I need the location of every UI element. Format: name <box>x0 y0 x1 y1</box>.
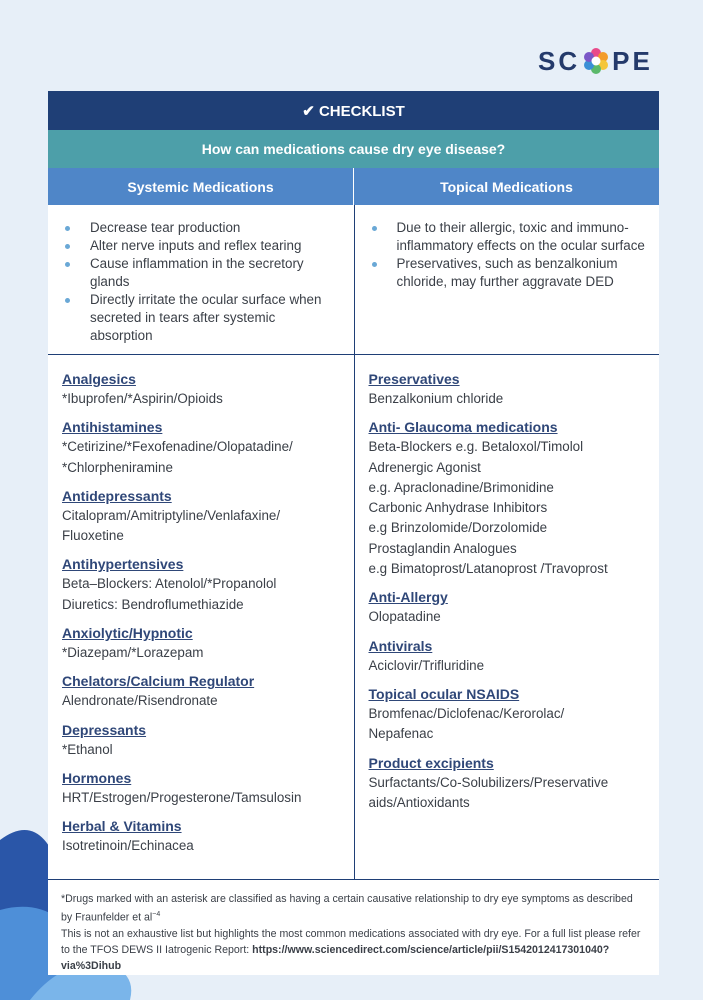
drug-line: Aciclovir/Trifluridine <box>368 657 485 673</box>
drug-group-title: Anti- Glaucoma medications <box>368 419 558 436</box>
drug-line: aids/Antioxidants <box>368 794 470 810</box>
drug-line: e.g. Apraclonadine/Brimonidine <box>368 479 554 495</box>
systemic-drug-groups <box>48 355 354 879</box>
mechanism-item: Cause inflammation in the secretory glands <box>64 255 340 291</box>
drug-line: *Cetirizine/*Fexofenadine/Olopatadine/ <box>62 439 293 455</box>
drug-group-title: Analgesics <box>62 371 136 387</box>
drug-line: Diuretics: Bendroflumethiazide <box>62 596 244 612</box>
topical-column-title: Topical Medications <box>353 168 659 205</box>
drug-line: Prostaglandin Analogues <box>368 540 517 556</box>
drug-group-title: Preservatives <box>368 371 460 387</box>
footnote-asterisk-note: *Drugs marked with an asterisk are classified as having a certain causative relationship to dry eye symptoms as described by Fraunfelder et al <box>61 893 633 924</box>
drug-group <box>369 636 650 676</box>
mechanism-item: Due to their allergic, toxic and immuno-inflammatory effects on the ocular surface <box>371 219 646 255</box>
drug-line: e.g Brinzolomide/Dorzolomide <box>368 520 548 536</box>
drug-line: *Chlorpheniramine <box>62 459 173 475</box>
drug-line: Adrenergic Agonist <box>368 459 481 475</box>
systemic-column-title: Systemic Medications <box>127 178 274 195</box>
drug-line: Citalopram/Amitriptyline/Venlafaxine/ <box>62 507 281 523</box>
scope-logo <box>538 46 653 76</box>
drug-group <box>62 623 344 663</box>
reference-link[interactable]: https://www.sciencedirect.com/science/article/pii/S1542012417301040?via%3Dihub <box>61 943 610 972</box>
drug-line: Bromfenac/Diclofenac/Kerorolac/ <box>368 705 565 721</box>
drug-group <box>62 417 344 478</box>
mechanism-item: Decrease tear production <box>64 219 340 237</box>
drug-group <box>62 671 344 711</box>
drug-group <box>62 720 344 760</box>
topical-drug-groups <box>354 355 660 879</box>
drug-line: HRT/Estrogen/Progesterone/Tamsulosin <box>62 789 302 805</box>
drug-group-title: Antihistamines <box>62 419 163 436</box>
drug-group-title: Antivirals <box>368 637 433 654</box>
drug-line: *Ibuprofen/*Aspirin/Opioids <box>62 391 223 406</box>
drug-line: Olopatadine <box>368 609 441 625</box>
checklist-title: ✔ CHECKLIST <box>48 91 659 130</box>
systemic-mechanisms <box>48 205 354 354</box>
drug-group <box>62 768 344 808</box>
drug-group-title: Herbal & Vitamins <box>62 818 182 835</box>
drug-group <box>62 369 344 409</box>
drug-line: e.g Bimatoprost/Latanoprost /Travoprost <box>368 561 608 577</box>
question-heading: How can medications cause dry eye disease? <box>48 130 659 168</box>
drug-group <box>369 369 650 409</box>
drug-line: Beta–Blockers: Atenolol/*Propanolol <box>62 576 277 592</box>
drug-group-title: Anxiolytic/Hypnotic <box>62 625 193 642</box>
column-headers <box>48 168 659 205</box>
drug-group-title: Antidepressants <box>62 487 172 504</box>
footnote-reference: ~4 <box>152 911 161 918</box>
drug-group-title: Antihypertensives <box>62 556 184 573</box>
footnote <box>48 880 659 974</box>
drug-line: Beta-Blockers e.g. Betaloxol/Timolol <box>368 439 584 455</box>
drug-group-title: Anti-Allergy <box>368 589 448 606</box>
drug-line: Isotretinoin/Echinacea <box>62 838 194 854</box>
drug-group <box>369 753 650 814</box>
drug-line: Alendronate/Risendronate <box>62 693 218 709</box>
drug-group <box>369 587 650 627</box>
drug-group <box>62 816 344 856</box>
mechanism-item: Alter nerve inputs and reflex tearing <box>64 237 340 255</box>
mechanism-item: Directly irritate the ocular surface when secreted in tears after systemic absorption <box>64 291 340 345</box>
drug-group-title: Hormones <box>62 769 132 786</box>
drug-group <box>369 417 650 579</box>
drug-line: *Ethanol <box>62 741 113 757</box>
drug-line: Nepafenac <box>368 726 434 742</box>
drug-line: Benzalkonium chloride <box>368 391 504 406</box>
drug-line: *Diazepam/*Lorazepam <box>62 645 204 661</box>
drug-group <box>62 486 344 547</box>
logo-text-right: PE <box>612 45 653 76</box>
topical-mechanisms <box>354 205 660 354</box>
footnote-disclaimer: This is not an exhaustive list but highlights the most common medications associated with dry eye. For a full list please refer to the TFOS DEWS II Iatrogenic Report: <box>61 927 641 956</box>
drug-line: Surfactants/Co-Solubilizers/Preservative <box>368 774 609 790</box>
drug-list-row <box>48 355 659 880</box>
drug-line: Fluoxetine <box>62 528 124 544</box>
drug-group-title: Topical ocular NSAIDS <box>368 685 520 702</box>
logo-text-left: SC <box>538 45 581 76</box>
mechanism-row <box>48 205 659 355</box>
checklist-card <box>48 91 659 975</box>
drug-group-title: Depressants <box>62 721 147 738</box>
mechanism-item: Preservatives, such as benzalkonium chloride, may further aggravate DED <box>371 255 646 291</box>
drug-group-title: Chelators/Calcium Regulator <box>62 673 255 690</box>
drug-group <box>62 554 344 615</box>
drug-group <box>369 684 650 745</box>
logo-flower-icon <box>583 48 609 74</box>
drug-line: Carbonic Anhydrase Inhibitors <box>368 500 548 516</box>
drug-group-title: Product excipients <box>368 754 494 771</box>
